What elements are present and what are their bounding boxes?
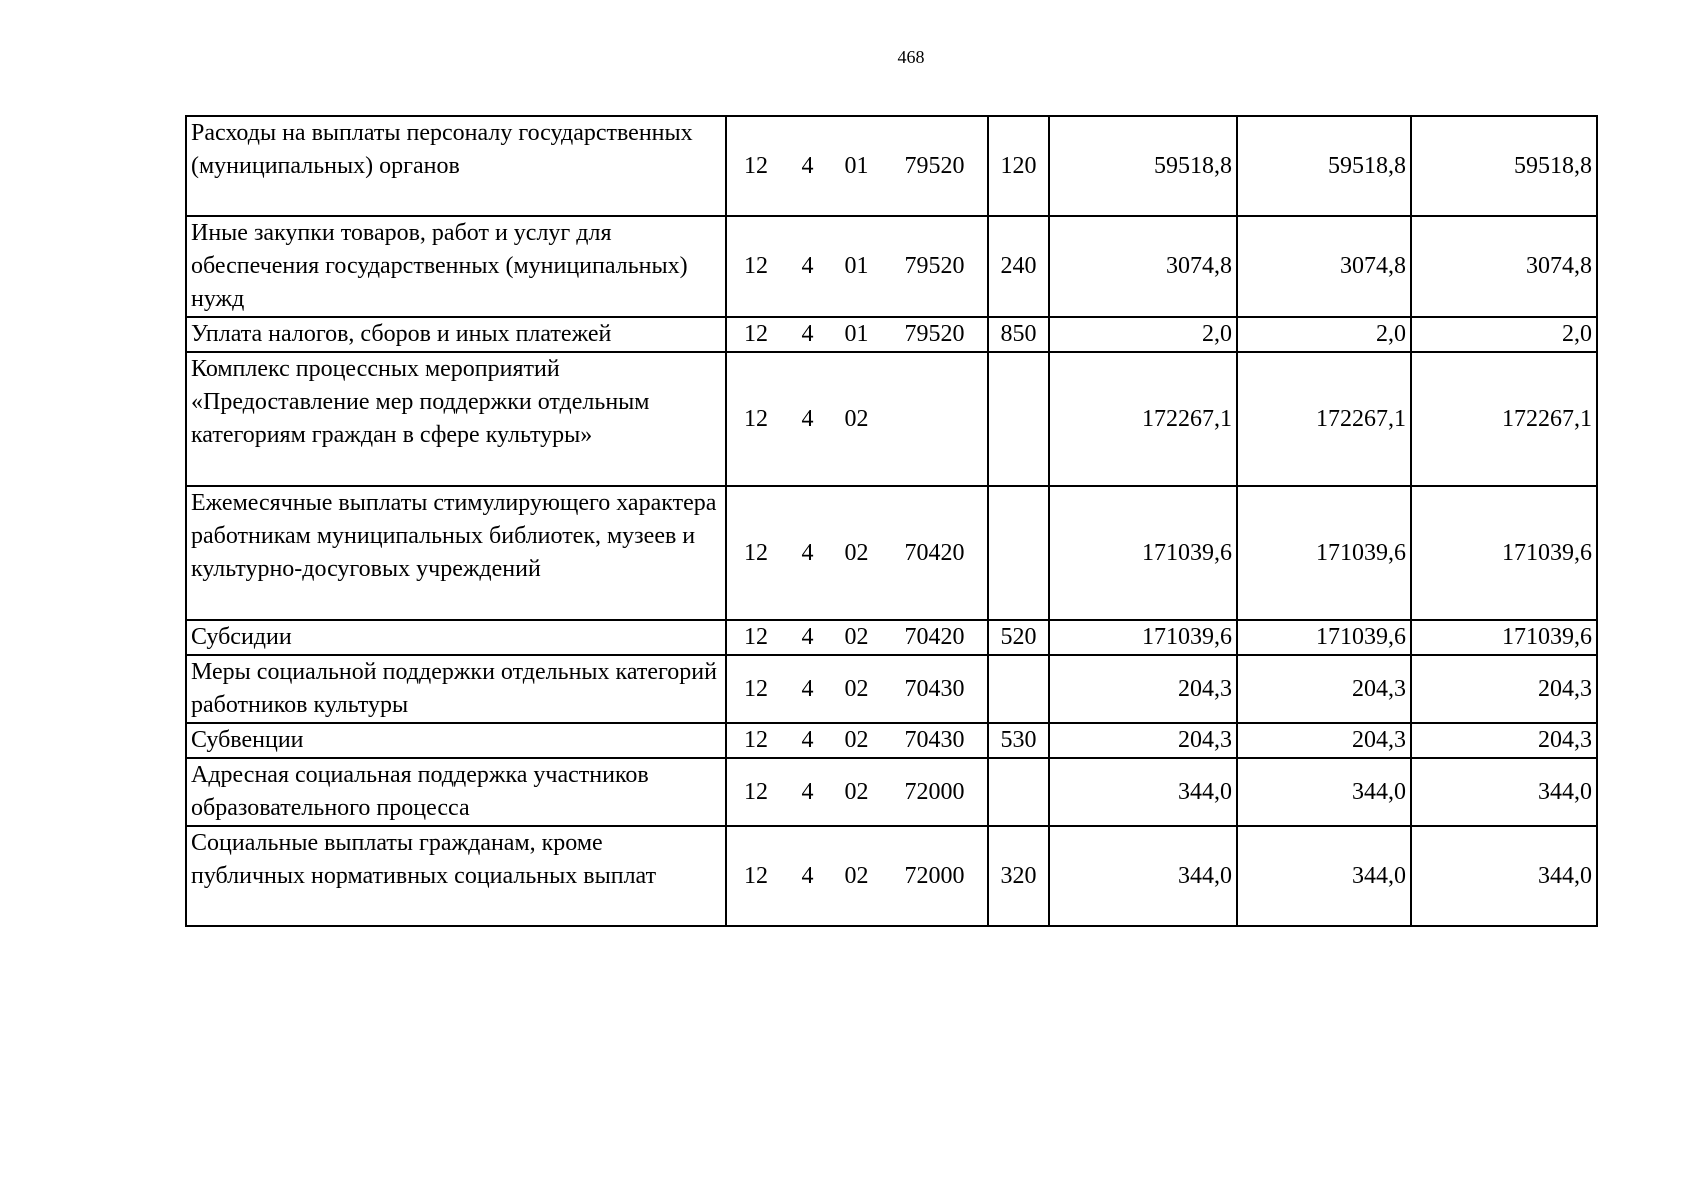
table-row bbox=[186, 826, 1597, 926]
expense-type-code bbox=[988, 352, 1049, 486]
row-name bbox=[186, 352, 726, 486]
program-code bbox=[726, 826, 988, 926]
expense-type-code: 120 bbox=[988, 116, 1049, 216]
expense-type-code: 530 bbox=[988, 723, 1049, 758]
table-row bbox=[186, 352, 1597, 486]
amount-year-3: 59518,8 bbox=[1411, 116, 1597, 216]
dir-code: 70430 bbox=[904, 675, 965, 702]
amount-year-3: 344,0 bbox=[1411, 758, 1597, 826]
amount-year-3: 172267,1 bbox=[1411, 352, 1597, 486]
row-name bbox=[186, 116, 726, 216]
row-name-text: Социальные выплаты гражданам, кроме публичных нормативных социальных выплат bbox=[191, 830, 657, 889]
table-row bbox=[186, 655, 1597, 723]
amount-year-2: 59518,8 bbox=[1237, 116, 1411, 216]
amount-year-2: 204,3 bbox=[1237, 723, 1411, 758]
sub-code: 4 bbox=[801, 675, 814, 702]
amount-year-2: 171039,6 bbox=[1237, 620, 1411, 655]
gp-code: 12 bbox=[744, 253, 768, 279]
row-name-text: Меры социальной поддержки отдельных категорий работников культуры bbox=[191, 659, 717, 718]
row-name-text: Субсидии bbox=[191, 624, 292, 650]
dir-code: 79520 bbox=[904, 152, 965, 179]
amount-year-2: 172267,1 bbox=[1237, 352, 1411, 486]
table-row bbox=[186, 758, 1597, 826]
sub-code: 4 bbox=[801, 539, 814, 566]
row-name bbox=[186, 655, 726, 723]
row-name bbox=[186, 486, 726, 620]
expense-type-code: 520 bbox=[988, 620, 1049, 655]
main-code: 01 bbox=[844, 321, 869, 347]
amount-year-2: 171039,6 bbox=[1237, 486, 1411, 620]
row-name bbox=[186, 723, 726, 758]
amount-year-1: 204,3 bbox=[1049, 723, 1237, 758]
main-code: 01 bbox=[844, 253, 869, 279]
main-code: 02 bbox=[844, 675, 869, 702]
row-name bbox=[186, 758, 726, 826]
dir-code: 72000 bbox=[904, 862, 965, 889]
gp-code: 12 bbox=[744, 152, 768, 179]
dir-code: 70420 bbox=[904, 624, 965, 650]
table-row bbox=[186, 116, 1597, 216]
program-code bbox=[726, 486, 988, 620]
page-number: 468 bbox=[897, 47, 925, 67]
table-row bbox=[186, 216, 1597, 317]
gp-code: 12 bbox=[744, 539, 768, 566]
main-code: 01 bbox=[844, 152, 869, 179]
main-code: 02 bbox=[844, 862, 869, 889]
expense-type-code bbox=[988, 655, 1049, 723]
amount-year-3: 171039,6 bbox=[1411, 486, 1597, 620]
amount-year-3: 344,0 bbox=[1411, 826, 1597, 926]
amount-year-3: 204,3 bbox=[1411, 655, 1597, 723]
main-code: 02 bbox=[844, 624, 869, 650]
dir-code: 70430 bbox=[904, 727, 965, 753]
table-row bbox=[186, 723, 1597, 758]
row-name-text: Ежемесячные выплаты стимулирующего характера работникам муниципальных библиотек, музеев и культурно-досуговых учреждений bbox=[191, 490, 717, 582]
dir-code: 79520 bbox=[904, 321, 965, 347]
expense-type-code bbox=[988, 758, 1049, 826]
amount-year-1: 2,0 bbox=[1049, 317, 1237, 352]
amount-year-1: 171039,6 bbox=[1049, 620, 1237, 655]
row-name bbox=[186, 216, 726, 317]
expense-type-code: 850 bbox=[988, 317, 1049, 352]
amount-year-1: 204,3 bbox=[1049, 655, 1237, 723]
row-name bbox=[186, 620, 726, 655]
row-name-text: Комплекс процессных мероприятий «Предоставление мер поддержки отдельным категориям граждан в сфере культуры» bbox=[191, 356, 650, 448]
sub-code: 4 bbox=[801, 727, 814, 753]
amount-year-3: 3074,8 bbox=[1411, 216, 1597, 317]
expense-type-code bbox=[988, 486, 1049, 620]
main-code: 02 bbox=[844, 727, 869, 753]
sub-code: 4 bbox=[801, 152, 814, 179]
amount-year-1: 344,0 bbox=[1049, 758, 1237, 826]
dir-code: 72000 bbox=[904, 778, 965, 805]
row-name-text: Расходы на выплаты персоналу государственных (муниципальных) органов bbox=[191, 120, 693, 179]
program-code bbox=[726, 317, 988, 352]
program-code bbox=[726, 116, 988, 216]
gp-code: 12 bbox=[744, 624, 768, 650]
amount-year-3: 171039,6 bbox=[1411, 620, 1597, 655]
expense-type-code: 320 bbox=[988, 826, 1049, 926]
amount-year-1: 3074,8 bbox=[1049, 216, 1237, 317]
program-code bbox=[726, 723, 988, 758]
row-name-text: Иные закупки товаров, работ и услуг для обеспечения государственных (муниципальных) нужд bbox=[191, 220, 688, 312]
amount-year-2: 344,0 bbox=[1237, 826, 1411, 926]
sub-code: 4 bbox=[801, 405, 814, 432]
sub-code: 4 bbox=[801, 321, 814, 347]
amount-year-2: 344,0 bbox=[1237, 758, 1411, 826]
budget-table bbox=[185, 115, 1598, 927]
sub-code: 4 bbox=[801, 778, 814, 805]
gp-code: 12 bbox=[744, 321, 768, 347]
sub-code: 4 bbox=[801, 624, 814, 650]
program-code bbox=[726, 620, 988, 655]
amount-year-1: 171039,6 bbox=[1049, 486, 1237, 620]
amount-year-2: 3074,8 bbox=[1237, 216, 1411, 317]
gp-code: 12 bbox=[744, 405, 768, 432]
amount-year-2: 2,0 bbox=[1237, 317, 1411, 352]
gp-code: 12 bbox=[744, 675, 768, 702]
main-code: 02 bbox=[844, 405, 869, 432]
table-row bbox=[186, 317, 1597, 352]
row-name-text: Адресная социальная поддержка участников образовательного процесса bbox=[191, 762, 649, 821]
row-name-text: Уплата налогов, сборов и иных платежей bbox=[191, 321, 612, 347]
main-code: 02 bbox=[844, 778, 869, 805]
amount-year-1: 59518,8 bbox=[1049, 116, 1237, 216]
main-code: 02 bbox=[844, 539, 869, 566]
gp-code: 12 bbox=[744, 727, 768, 753]
sub-code: 4 bbox=[801, 253, 814, 279]
table-row bbox=[186, 620, 1597, 655]
program-code bbox=[726, 216, 988, 317]
sub-code: 4 bbox=[801, 862, 814, 889]
amount-year-3: 2,0 bbox=[1411, 317, 1597, 352]
program-code bbox=[726, 655, 988, 723]
gp-code: 12 bbox=[744, 778, 768, 805]
expense-type-code: 240 bbox=[988, 216, 1049, 317]
dir-code: 70420 bbox=[904, 539, 965, 566]
amount-year-3: 204,3 bbox=[1411, 723, 1597, 758]
row-name bbox=[186, 317, 726, 352]
amount-year-1: 344,0 bbox=[1049, 826, 1237, 926]
row-name bbox=[186, 826, 726, 926]
program-code bbox=[726, 758, 988, 826]
gp-code: 12 bbox=[744, 862, 768, 889]
amount-year-1: 172267,1 bbox=[1049, 352, 1237, 486]
dir-code: 79520 bbox=[904, 253, 965, 279]
program-code bbox=[726, 352, 988, 486]
amount-year-2: 204,3 bbox=[1237, 655, 1411, 723]
row-name-text: Субвенции bbox=[191, 727, 304, 753]
table-row bbox=[186, 486, 1597, 620]
